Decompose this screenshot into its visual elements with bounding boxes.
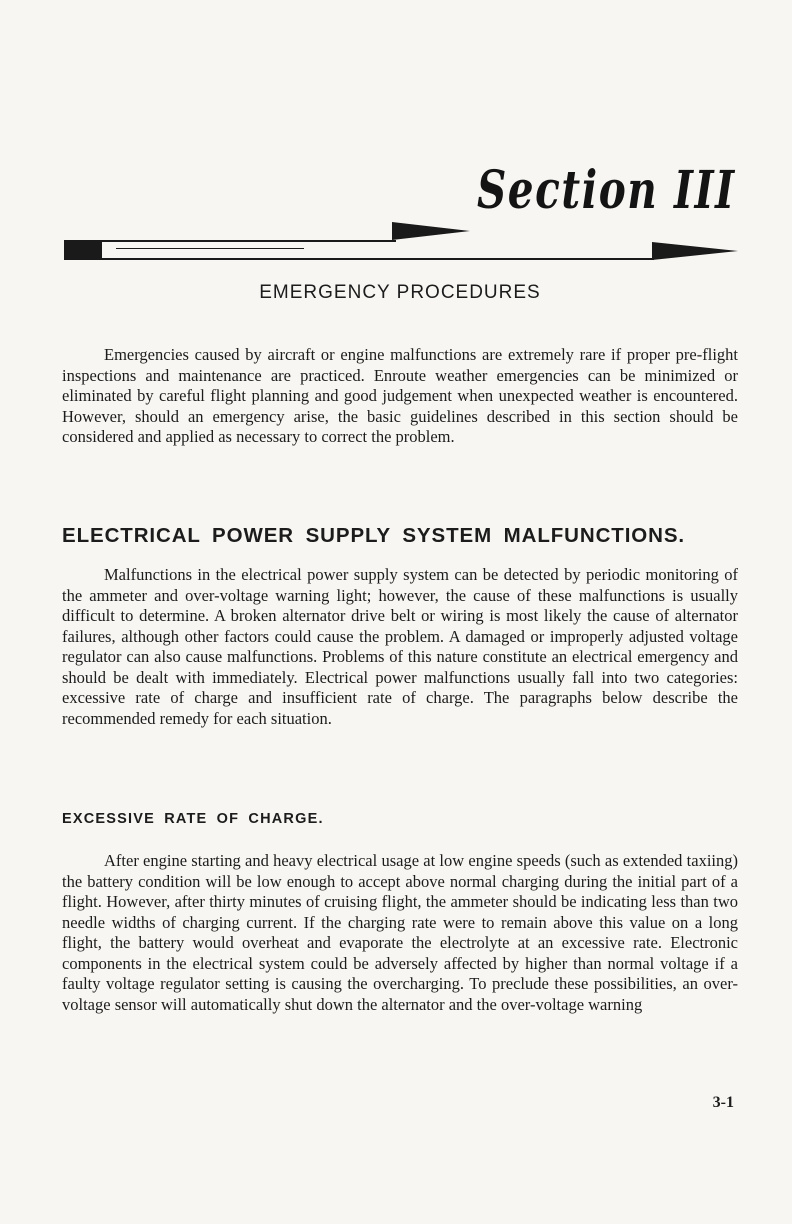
excessive-charge-paragraph: After engine starting and heavy electrical usage at low engine speeds (such as extended taxiing) the battery condition will be low enough to accept above normal charging during the initial part of a flight. However, after thirty minutes of cruising flight, the ammeter should be indicating less than two needle widths of charging current. If the charging rate were to remain above this value on a long flight, the battery would overheat and evaporate the electrolyte at an excessive rate. Electronic components in the electrical system could be adversely affected by higher than normal voltage if a faulty voltage regulator setting is causing the overcharging. To preclude these possibilities, an over-voltage sensor will automatically shut down the alternator and the over-voltage warning <box>62 851 738 1014</box>
electrical-heading: ELECTRICAL POWER SUPPLY SYSTEM MALFUNCTIONS. <box>62 524 686 547</box>
electrical-paragraph: Malfunctions in the electrical power supply system can be detected by periodic monitoring of the ammeter and over-voltage warning light; however, the cause of these malfunctions is usually difficult to determine. A broken alternator drive belt or wiring is most likely the cause of alternator failures, although other factors could cause the problem. A damaged or improperly adjusted voltage regulator can also cause malfunctions. Problems of this nature constitute an electrical emergency and should be dealt with immediately. Electrical power malfunctions usually fall into two categories: excessive rate of charge and insufficient rate of charge. The paragraphs below describe the recommended remedy for each situation. <box>62 565 738 728</box>
chapter-heading: EMERGENCY PROCEDURES <box>259 282 541 303</box>
title-rule-block <box>64 240 102 260</box>
title-arrow-upper <box>392 222 470 240</box>
intro-paragraph: Emergencies caused by aircraft or engine malfunctions are extremely rare if proper pre-flight inspections and maintenance are practiced. Enroute weather emergencies can be minimized or eliminated by careful flight planning and good judgement when unexpected weather is encountered. However, should an emergency arise, the basic guidelines described in this section should be considered and applied as necessary to correct the problem. <box>62 345 738 446</box>
title-rule-line-inner <box>116 248 304 249</box>
excessive-charge-heading: EXCESSIVE RATE OF CHARGE. <box>62 811 324 827</box>
title-rule-line-upper <box>102 240 396 242</box>
section-title: Section III <box>477 160 736 221</box>
title-rule-line-lower <box>102 258 654 260</box>
page-number: 3-1 <box>712 1094 734 1111</box>
title-arrow-lower <box>652 242 738 260</box>
